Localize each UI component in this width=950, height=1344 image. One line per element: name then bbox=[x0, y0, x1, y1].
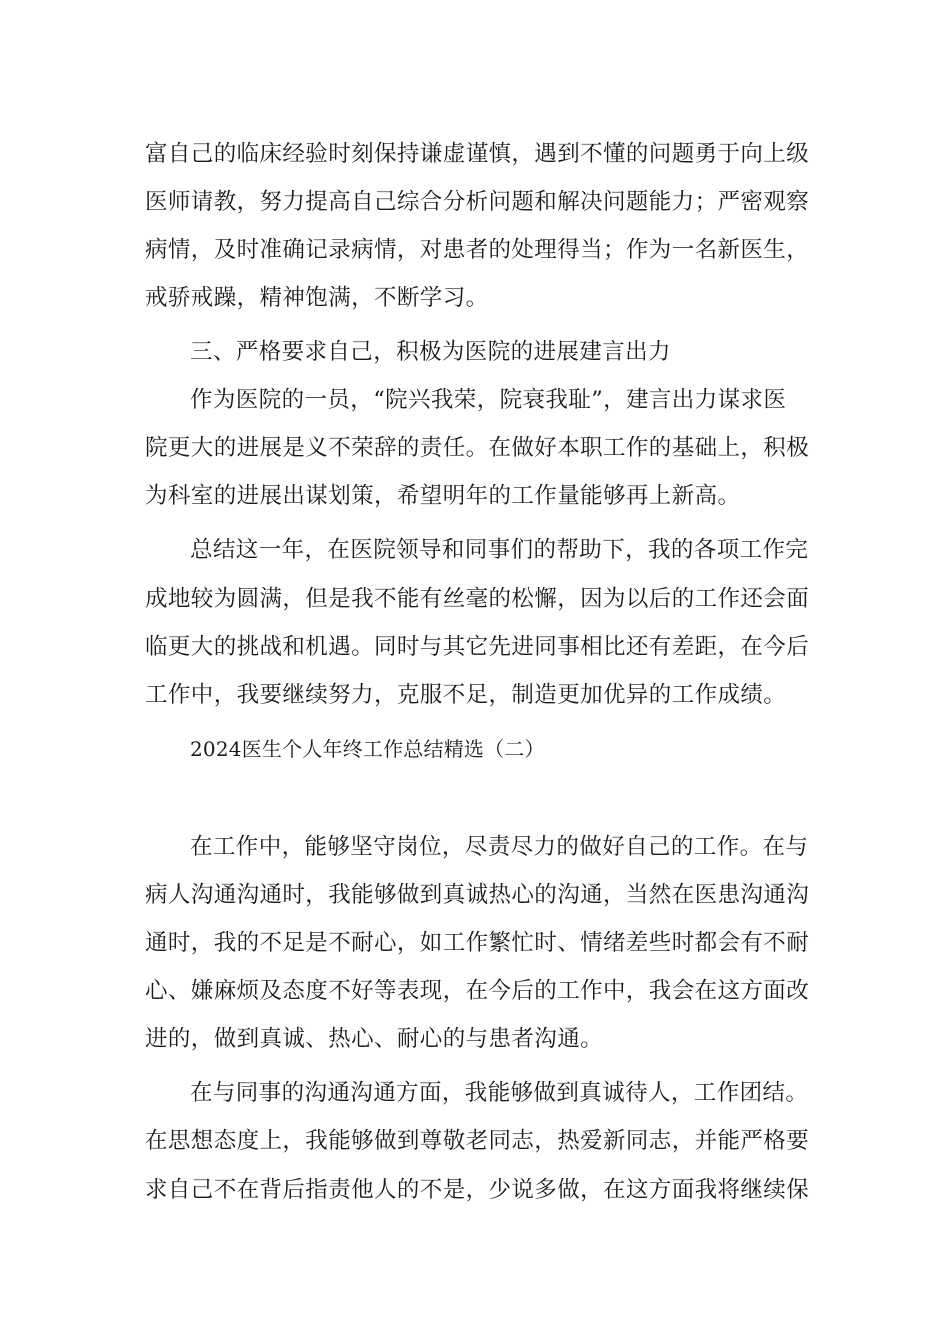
paragraph-line: 成地较为圆满，但是我不能有丝毫的松懈，因为以后的工作还会面 bbox=[145, 586, 810, 612]
paragraph-line: 临更大的挑战和机遇。同时与其它先进同事相比还有差距，在今后 bbox=[145, 634, 810, 660]
section-heading: 三、严格要求自己，积极为医院的进展建言出力 bbox=[190, 339, 671, 365]
paragraph-line: 工作中，我要继续努力，克服不足，制造更加优异的工作成绩。 bbox=[145, 682, 787, 708]
paragraph-line: 戒骄戒躁，精神饱满，不断学习。 bbox=[145, 285, 489, 311]
paragraph-line: 医师请教，努力提高自己综合分析问题和解决问题能力；严密观察 bbox=[145, 189, 810, 215]
paragraph-line: 在思想态度上，我能够做到尊敬老同志，热爱新同志，并能严格要 bbox=[145, 1128, 810, 1154]
paragraph-line: 在与同事的沟通沟通方面，我能够做到真诚待人，工作团结。 bbox=[190, 1080, 809, 1106]
paragraph-line: 为科室的进展出谋划策，希望明年的工作量能够再上新高。 bbox=[145, 483, 741, 509]
article-subtitle: 2024医生个人年终工作总结精选（二） bbox=[190, 737, 545, 761]
paragraph-line: 富自己的临床经验时刻保持谦虚谨慎，遇到不懂的问题勇于向上级 bbox=[145, 141, 810, 167]
paragraph-line: 病情，及时准确记录病情，对患者的处理得当；作为一名新医生， bbox=[145, 237, 810, 263]
paragraph-line: 心、嫌麻烦及态度不好等表现，在今后的工作中，我会在这方面改 bbox=[145, 978, 810, 1004]
paragraph-line: 通时，我的不足是不耐心，如工作繁忙时、情绪差些时都会有不耐 bbox=[145, 930, 810, 956]
paragraph-line: 求自己不在背后指责他人的不是，少说多做，在这方面我将继续保 bbox=[145, 1177, 810, 1203]
paragraph-line: 在工作中，能够坚守岗位，尽责尽力的做好自己的工作。在与 bbox=[190, 834, 809, 860]
paragraph-line: 进的，做到真诚、热心、耐心的与患者沟通。 bbox=[145, 1026, 604, 1052]
paragraph-line: 病人沟通沟通时，我能够做到真诚热心的沟通，当然在医患沟通沟 bbox=[145, 882, 810, 908]
paragraph-line: 作为医院的一员，“院兴我荣，院衰我耻”，建言出力谋求医 bbox=[190, 387, 787, 413]
paragraph-line: 院更大的进展是义不荣辞的责任。在做好本职工作的基础上，积极 bbox=[145, 435, 810, 461]
paragraph-line: 总结这一年，在医院领导和同事们的帮助下，我的各项工作完 bbox=[190, 537, 809, 563]
